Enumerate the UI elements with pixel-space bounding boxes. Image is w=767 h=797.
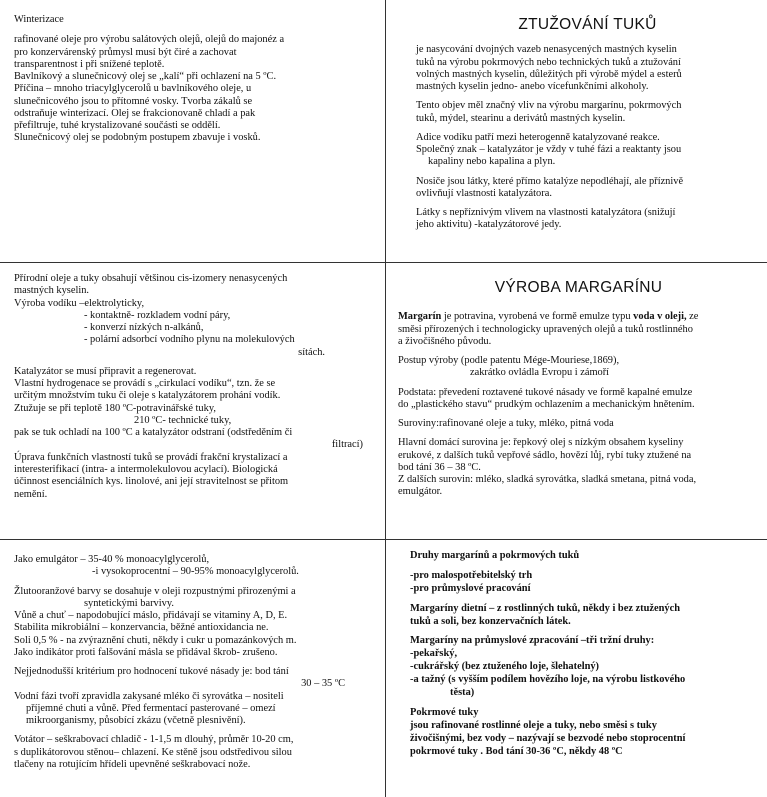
text-line: Ztužuje se při teplotě 180 ºC-potravinářské tuky, — [14, 402, 216, 414]
text-line: Podstata: převedení roztavené tukové násady ve formě kapalné emulze — [398, 386, 693, 398]
text-line: jeho aktivitu) -katalyzátorové jedy. — [416, 219, 562, 231]
paragraph — [14, 403, 375, 452]
paragraph — [416, 176, 759, 201]
paragraph — [14, 734, 375, 771]
text-line: filtrací) — [331, 439, 363, 451]
text-line: je nasycování dvojných vazeb nenasycených mastných kyselin — [416, 44, 677, 56]
paragraph — [14, 691, 375, 728]
bold-term: voda v oleji, — [633, 311, 687, 323]
panel-title: Druhy margarínů a pokrmových tuků — [410, 550, 580, 561]
paragraph — [410, 570, 759, 596]
list-item: -pro malospotřebitelský trh — [410, 569, 533, 581]
text-line: nemění. — [14, 488, 48, 500]
text-line: Vlastní hydrogenace se provádí s „cirkulací vodíku“, tzn. že se — [14, 378, 276, 390]
text-line: směsi přírozených i technologicky upravených olejů a tuků rostlinného — [398, 323, 693, 335]
text-line: Přírodní oleje a tuky obsahují většinou cis-izomery nenasycených — [14, 273, 288, 284]
paragraph — [14, 586, 375, 611]
panel-ztuzovani — [386, 0, 767, 262]
text-line: mastných kyselin. — [14, 285, 90, 297]
panel-vyroba-margarinu — [386, 263, 767, 539]
text-line: slunečnicového jsou to přítomné vosky. Tvorba zákalů se — [14, 95, 253, 107]
text-line: s duplikátorovou stěnou– chlazení. Ke stěně jsou odstředivou silou — [14, 746, 292, 758]
text-line: živočišnými, bez vody – nazývají se bezvodé nebo stoprocentní — [410, 732, 686, 744]
text-line: Z dalších surovin: mléko, sladká syrovátka, sladká smetana, pitná voda, — [398, 474, 697, 486]
text-line: odstraňuje winterizací. Olej se frakcionovaně chladí a pak — [14, 107, 256, 119]
text-line: Jako emulgátor – 35-40 % monoacylglycerolů, — [14, 554, 210, 565]
text-line: -i vysokoprocentní – 90-95% monoacylglycerolů. — [92, 566, 299, 578]
text-line: Pokrmové tuky — [410, 706, 479, 718]
text-line: Bavlníkový a slunečnicový olej se „kalí“ při ochlazení na 5 ºC. — [14, 71, 277, 83]
text-line: tuků na výrobu pokrmových nebo technických tuků a ztužování — [416, 56, 681, 68]
text-line: Nosiče jsou látky, které přímo katalýze nepodléhají, ale příznivě — [416, 175, 684, 187]
list-item: - kontaktně- rozkladem vodní páry, — [84, 309, 231, 321]
bold-term: Margarín — [398, 311, 442, 323]
text-line: příjemné chuti a vůně. Před fermentací pasterované – omezí — [26, 702, 276, 714]
text-line: Jako indikátor proti falšování másla se přidával škrob- zrušeno. — [14, 646, 278, 658]
text-line: Společný znak – katalyzátor je vždy v tuhé fázi a reaktanty jsou — [416, 144, 682, 156]
list-item: - polární adsorbcí vodního plynu na molekulových — [84, 334, 295, 346]
paragraph — [416, 100, 759, 125]
list-item: -a tažný (s vyšším podílem hovězího loje, na výrobu listkového — [410, 674, 686, 686]
text-line: těsta) — [450, 687, 475, 699]
panel-druhy-margarinu — [386, 540, 767, 797]
text-line: bod tání 36 – 38 ºC. — [398, 461, 481, 473]
paragraph — [416, 207, 759, 232]
text-line: Hlavní domácí surovina je: řepkový olej s nízkým obsahem kyseliny — [398, 437, 684, 449]
paragraph — [14, 666, 375, 691]
text-line: pak se tuk ochladí na 100 ºC a katalyzátor odstraní (odstředěním či — [14, 427, 293, 439]
text-line: Vodní fázi tvoří zpravidla zakysané mléko či syrovátka – nositeli — [14, 690, 284, 702]
paragraph — [398, 387, 759, 412]
text-line: Žlutooranžové barvy se dosahuje v oleji rozpustnými přirozenými a — [14, 585, 296, 597]
text-line: erukové, z dalších tuků vepřové sádlo, hovězí lůj, rybí tuky ztužené na — [398, 449, 692, 461]
text-line: Soli 0,5 % - na zvýraznění chuti, někdy i cukr u pomazánkových m. — [14, 634, 297, 646]
text-line: sítách. — [298, 346, 325, 358]
panel-title: VÝROBA MARGARÍNU — [494, 279, 663, 296]
paragraph — [14, 452, 375, 501]
text-line: Adice vodíku patří mezi heterogenně katalyzované reakce. — [416, 131, 660, 143]
paragraph — [14, 298, 375, 359]
list-item: -pro průmyslové pracování — [410, 582, 531, 594]
text-line: Úprava funkčních vlastností tuků se provádí frakční krystalizací a — [14, 451, 288, 463]
text-line: Příčina – mnoho triacylglycerolů u bavlníkového oleje, u — [14, 83, 252, 95]
text-line: Suroviny:rafinované oleje a tuky, mléko, pitná voda — [398, 418, 614, 430]
paragraph — [410, 635, 759, 699]
text-line: Votátor – seškrabovací chladič - 1-1,5 m dlouhý, průměr 10-20 cm, — [14, 734, 294, 746]
paragraph — [410, 707, 759, 759]
paragraph — [14, 610, 375, 659]
text-line: tuků, mýdel, stearinu a derivátů mastných kyselin. — [416, 112, 626, 124]
paragraph — [398, 474, 759, 499]
text-line: syntetickými barvivy. — [84, 597, 174, 609]
text-span: ze — [686, 311, 699, 323]
text-line: mastných kyselin jedno- anebo vícefunkčními alkoholy. — [416, 81, 649, 93]
text-line: ovlivňují vlastnosti katalyzátora. — [416, 187, 552, 199]
panel-hydrogenace — [0, 263, 385, 539]
text-line: Slunečnicový olej se podobným postupem zbavuje i vosků. — [14, 132, 261, 144]
paragraph — [14, 273, 375, 298]
list-item: -cukrářský (bez ztuženého loje, šlehatelný) — [410, 661, 600, 673]
panel-winterizace — [0, 0, 385, 262]
paragraph — [398, 355, 759, 380]
text-line: Margaríny dietní – z rostlinných tuků, někdy i bez ztužených — [410, 602, 680, 614]
panel-emulgator — [0, 540, 385, 797]
paragraph — [14, 554, 375, 579]
text-line: Vůně a chuť – napodobující máslo, přidávají se vitaminy A, D, E. — [14, 610, 288, 622]
text-line: Látky s nepříznivým vlivem na vlastnosti katalyzátora (snižují — [416, 207, 676, 219]
paragraph — [398, 311, 759, 348]
text-line: určitým množstvím tuku či oleje s katalyzátorem prohání vodík. — [14, 390, 281, 402]
text-line: přefiltruje, tuhé krystalizované součásti se oddělí. — [14, 120, 221, 132]
text-span: je potravina, vyrobená ve formě emulze typu — [441, 311, 634, 323]
list-item: - konverzí nízkých n-alkánů, — [84, 322, 204, 334]
text-line: jsou rafinované rostlinné oleje a tuky, nebo směsi s tuky — [410, 719, 657, 731]
text-line: 30 – 35 ºC — [301, 678, 345, 690]
text-line: volných mastných kyselin, důležitých při výrobě mýdel a esterů — [416, 68, 682, 80]
text-line — [398, 311, 759, 323]
text-line: Výroba vodíku –elektrolyticky, — [14, 297, 145, 309]
paragraph — [398, 437, 759, 474]
text-line: kapaliny nebo kapalina a plyn. — [428, 156, 556, 168]
text-line: interesterifikací (intra- a intermolekulovou acylací). Biologická — [14, 463, 278, 475]
paragraph — [14, 366, 375, 403]
text-line: zakrátko ovládla Evropu i zámoří — [470, 367, 610, 379]
list-item: -pekařský, — [410, 648, 458, 660]
text-line: transparentnost i při snížené teplotě. — [14, 58, 165, 70]
text-line: emulgátor. — [398, 486, 443, 498]
text-line: tlačeny na rotujícím hřídeli upevněné seškrabovací nože. — [14, 758, 251, 770]
text-line: do „plastického stavu“ prudkým ochlazením a mechanickým hnětením. — [398, 398, 695, 410]
paragraph — [416, 132, 759, 169]
text-line: Margaríny na průmyslové zpracování –tři tržní druhy: — [410, 635, 655, 647]
panel-title: Winterizace — [14, 14, 64, 25]
text-line: tuků a soli, bez konzervačních látek. — [410, 615, 571, 627]
text-line: a živočišného původu. — [398, 335, 492, 347]
text-line: účinnost esenciálních kys. linolové, ani její stravitelnost se přitom — [14, 476, 289, 488]
text-line: Tento objev měl značný vliv na výrobu margarínu, pokrmových — [416, 100, 682, 112]
text-line: 210 ºC- technické tuky, — [134, 414, 232, 426]
paragraph — [410, 603, 759, 629]
text-line: Nejjednodušší kritérium pro hodnocení tukové násady je: bod tání — [14, 666, 289, 678]
panel-title: ZTUŽOVÁNÍ TUKŮ — [518, 16, 657, 33]
text-line: pokrmové tuky . Bod tání 30-36 ºC, někdy 48 ºC — [410, 745, 623, 757]
text-line: Stabilita mikrobiální – konzervancia, běžné antioxidancia ne. — [14, 622, 269, 634]
text-line: Postup výroby (podle patentu Mége-Mouriese,1869), — [398, 355, 620, 367]
text-line: Katalyzátor se musí připravit a regenerovat. — [14, 365, 197, 377]
text-line: pro konzervárenský průmysl musí být čiré a zachovat — [14, 46, 237, 58]
text-line: rafinované oleje pro výrobu salátových olejů, olejů do majonéz a — [14, 34, 285, 46]
text-line: mikroorganismy, působící zkázu (včetně plesnivění). — [26, 715, 246, 727]
paragraph — [416, 44, 759, 93]
